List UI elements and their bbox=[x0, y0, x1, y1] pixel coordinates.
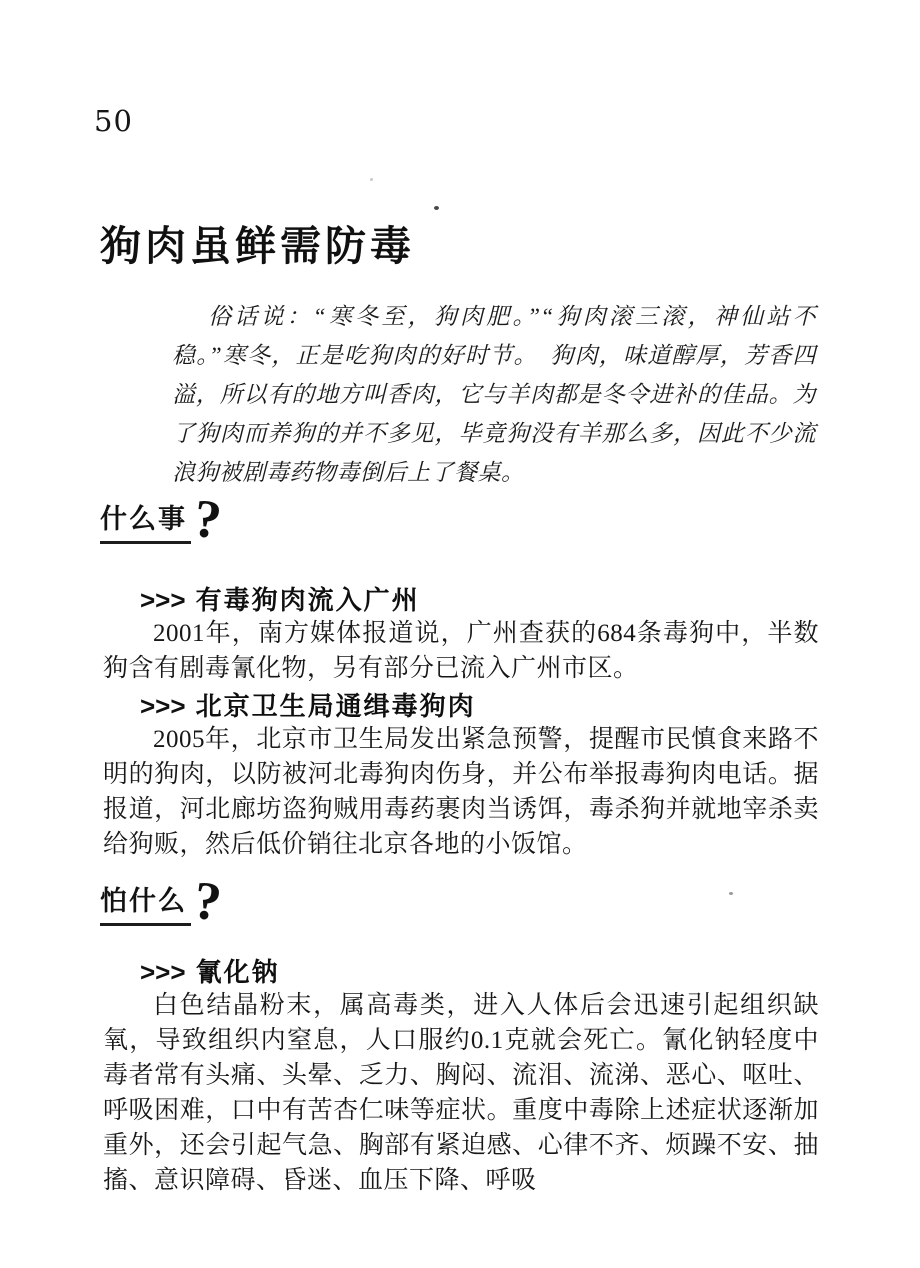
news-heading-guangzhou bbox=[140, 580, 420, 617]
section-header-label: 怕什么 bbox=[100, 879, 191, 926]
article-title: 狗肉虽鲜需防毒 bbox=[100, 223, 415, 269]
intro-quote-paragraph: 俗话说：“寒冬至，狗肉肥。”“狗肉滚三滚，神仙站不稳。”寒冬，正是吃狗肉的好时节。 狗肉，味道醇厚，芳香四溢，所以有的地方叫香肉，它与羊肉都是冬令进补的佳品。为了狗肉而养狗的并不多见，毕竟狗没有羊那么多，因此不少流浪狗被剧毒药物毒倒后上了餐桌。 bbox=[172, 304, 816, 485]
question-mark-graphic: ? bbox=[190, 487, 225, 551]
topic-body-sodium-cyanide: 白色结晶粉末，属高毒类，进入人体后会迅速引起组织缺氧，导致组织内窒息，人口服约0.1克就会死亡。氰化钠轻度中毒者常有头痛、头晕、乏力、胸闷、流泪、流涕、恶心、呕吐、呼吸困难，口中有苦杏仁味等症状。重度中毒除上述症状逐渐加重外，还会引起气急、胸部有紧迫感、心律不齐、烦躁不安、抽搐、意识障碍、昏迷、血压下降、呼吸 bbox=[103, 992, 819, 1194]
news-heading-label: 北京卫生局通缉毒狗肉 bbox=[195, 691, 476, 721]
news-body-beijing: 2005年，北京市卫生局发出紧急预警，提醒市民慎食来路不明的狗肉，以防被河北毒狗肉伤身，并公布举报毒狗肉电话。据报道，河北廊坊盗狗贼用毒药裹肉当诱饵，毒杀狗并就地宰杀卖给狗贩，然后低价销往北京各地的小饭馆。 bbox=[103, 726, 819, 858]
news-heading-beijing bbox=[140, 686, 476, 723]
triple-arrow-marker: >>> bbox=[140, 585, 186, 615]
news-body-guangzhou: 2001年，南方媒体报道说，广州查获的684条毒狗中，半数狗含有剧毒氰化物，另有部分已流入广州市区。 bbox=[103, 620, 819, 682]
scan-speck bbox=[729, 892, 733, 895]
topic-heading-sodium-cyanide bbox=[140, 952, 280, 989]
triple-arrow-marker: >>> bbox=[140, 957, 186, 987]
section-header-label: 什么事 bbox=[100, 497, 191, 544]
section-header-what-happened bbox=[100, 487, 225, 551]
triple-arrow-marker: >>> bbox=[140, 691, 186, 721]
scan-speck bbox=[370, 178, 373, 181]
topic-heading-label: 氰化钠 bbox=[195, 957, 280, 987]
scan-speck bbox=[434, 206, 439, 210]
page-number: 50 bbox=[94, 104, 133, 138]
section-header-what-to-fear bbox=[100, 869, 225, 933]
question-mark-graphic: ? bbox=[190, 869, 225, 933]
news-heading-label: 有毒狗肉流入广州 bbox=[195, 585, 420, 615]
